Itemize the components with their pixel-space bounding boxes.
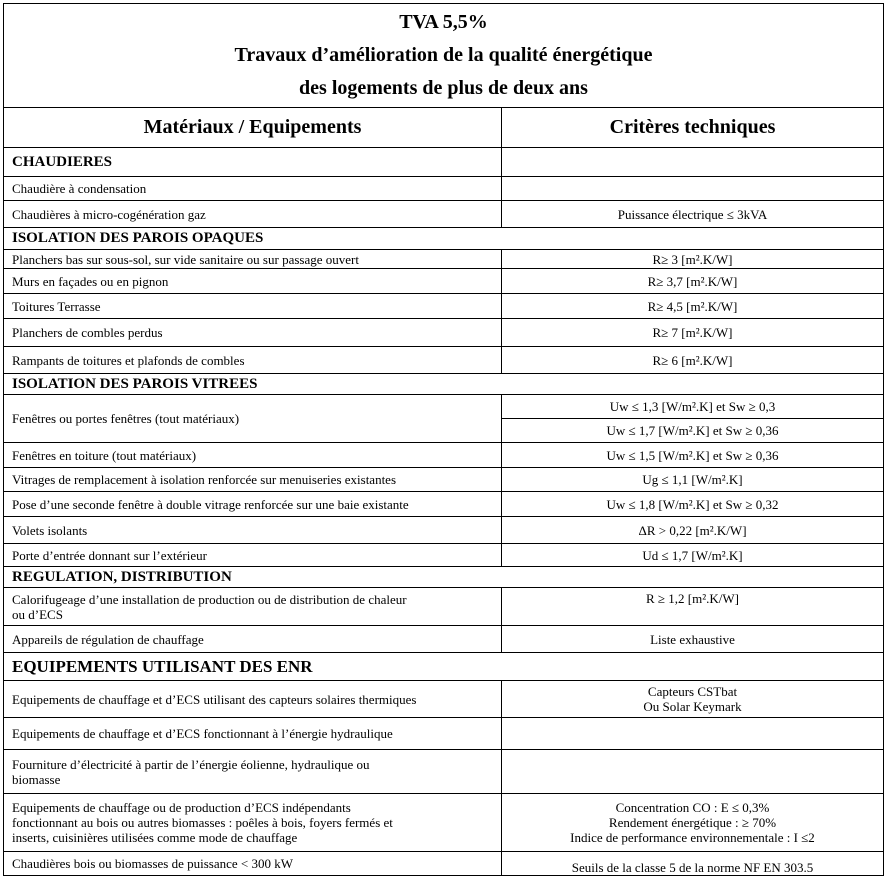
row-label: Chaudières bois ou biomasses de puissance < 300 kW (4, 852, 502, 876)
section-row (4, 374, 884, 395)
table-row (4, 794, 884, 852)
section-regulation: REGULATION, DISTRIBUTION (4, 567, 884, 588)
title-line-3: des logements de plus de deux ans (299, 77, 588, 99)
row-label (4, 750, 502, 794)
section-row (4, 653, 884, 681)
row-criteria-line: Concentration CO : E ≤ 0,3% (615, 800, 770, 815)
row-label-line: Equipements de chauffage ou de production d’ECS indépendants (12, 800, 351, 815)
row-label: Planchers bas sur sous-sol, sur vide sanitaire ou sur passage ouvert (4, 250, 502, 269)
section-chaudieres: CHAUDIERES (4, 148, 502, 177)
table-row (4, 443, 884, 468)
row-label: Equipements de chauffage et d’ECS utilisant des capteurs solaires thermiques (4, 681, 502, 718)
table-row (4, 294, 884, 319)
section-row (4, 228, 884, 250)
row-criteria: Liste exhaustive (502, 626, 884, 653)
table-row (4, 588, 884, 626)
row-label (4, 588, 502, 626)
row-criteria-line: Capteurs CSTbat (647, 684, 738, 699)
row-label: Appareils de régulation de chauffage (4, 626, 502, 653)
table-row (4, 177, 884, 201)
row-label-line: fonctionnant au bois ou autres biomasses : poêles à bois, foyers fermés et (12, 815, 393, 830)
row-label: Porte d’entrée donnant sur l’extérieur (4, 544, 502, 567)
title-row (4, 4, 884, 108)
section-opaques: ISOLATION DES PAROIS OPAQUES (4, 228, 884, 250)
row-label-line: ou d’ECS (12, 606, 63, 622)
row-label: Planchers de combles perdus (4, 319, 502, 347)
row-label: Chaudière à condensation (4, 177, 502, 201)
table-title (4, 4, 884, 108)
table-row (4, 468, 884, 492)
row-criteria (502, 681, 884, 718)
header-criteria: Critères techniques (502, 108, 884, 148)
row-criteria (502, 750, 884, 794)
row-criteria: Puissance électrique ≤ 3kVA (502, 201, 884, 228)
row-criteria: Seuils de la classe 5 de la norme NF EN 303.5 (502, 852, 884, 876)
section-enr: EQUIPEMENTS UTILISANT DES ENR (4, 653, 884, 681)
row-label: Fenêtres ou portes fenêtres (tout matériaux) (4, 395, 502, 443)
table-row (4, 750, 884, 794)
row-criteria: R≥ 6 [m².K/W] (502, 347, 884, 374)
row-label: Fenêtres en toiture (tout matériaux) (4, 443, 502, 468)
row-label: Rampants de toitures et plafonds de combles (4, 347, 502, 374)
row-label (4, 794, 502, 852)
table-row (4, 718, 884, 750)
row-label-line: Fourniture d’électricité à partir de l’énergie éolienne, hydraulique ou (12, 756, 370, 772)
row-criteria: R ≥ 1,2 [m².K/W] (502, 588, 884, 626)
table-row (4, 626, 884, 653)
row-criteria: Uw ≤ 1,3 [W/m².K] et Sw ≥ 0,3 (502, 395, 884, 419)
empty-cell (502, 148, 884, 177)
table-row (4, 269, 884, 294)
row-criteria: Uw ≤ 1,5 [W/m².K] et Sw ≥ 0,36 (502, 443, 884, 468)
table-row (4, 250, 884, 269)
table-row (4, 347, 884, 374)
title-line-2: Travaux d’amélioration de la qualité énergétique (234, 44, 653, 66)
row-criteria: Ud ≤ 1,7 [W/m².K] (502, 544, 884, 567)
row-criteria-line: Rendement énergétique : ≥ 70% (608, 815, 777, 830)
row-criteria (502, 177, 884, 201)
row-label-line: Calorifugeage d’une installation de production ou de distribution de chaleur (12, 591, 407, 607)
row-label: Equipements de chauffage et d’ECS fonctionnant à l’énergie hydraulique (4, 718, 502, 750)
row-criteria: Uw ≤ 1,7 [W/m².K] et Sw ≥ 0,36 (502, 419, 884, 443)
table-row (4, 681, 884, 718)
row-criteria: R≥ 4,5 [m².K/W] (502, 294, 884, 319)
table-row (4, 852, 884, 876)
row-criteria (502, 794, 884, 852)
row-label: Chaudières à micro-cogénération gaz (4, 201, 502, 228)
row-label: Volets isolants (4, 517, 502, 544)
header-row (4, 108, 884, 148)
row-label: Toitures Terrasse (4, 294, 502, 319)
row-criteria: R≥ 3 [m².K/W] (502, 250, 884, 269)
row-criteria: R≥ 3,7 [m².K/W] (502, 269, 884, 294)
row-criteria: Ug ≤ 1,1 [W/m².K] (502, 468, 884, 492)
row-label-line: biomasse (12, 771, 61, 787)
table-row (4, 492, 884, 517)
row-label: Vitrages de remplacement à isolation renforcée sur menuiseries existantes (4, 468, 502, 492)
row-label-line: inserts, cuisinières utilisées comme mode de chauffage (12, 830, 298, 845)
table-row (4, 319, 884, 347)
row-criteria: R≥ 7 [m².K/W] (502, 319, 884, 347)
section-vitrees: ISOLATION DES PAROIS VITREES (4, 374, 884, 395)
title-line-1: TVA 5,5% (399, 11, 488, 33)
table-row (4, 201, 884, 228)
tva-table (3, 3, 884, 876)
header-materials: Matériaux / Equipements (4, 108, 502, 148)
row-criteria (502, 718, 884, 750)
table-row (4, 517, 884, 544)
section-row (4, 567, 884, 588)
row-criteria: ΔR > 0,22 [m².K/W] (502, 517, 884, 544)
row-label: Pose d’une seconde fenêtre à double vitrage renforcée sur une baie existante (4, 492, 502, 517)
row-criteria-line: Indice de performance environnementale : I ≤2 (570, 830, 815, 845)
row-criteria-line: Ou Solar Keymark (643, 699, 742, 714)
table-row (4, 395, 884, 419)
table-row (4, 544, 884, 567)
row-label: Murs en façades ou en pignon (4, 269, 502, 294)
section-row (4, 148, 884, 177)
row-criteria: Uw ≤ 1,8 [W/m².K] et Sw ≥ 0,32 (502, 492, 884, 517)
